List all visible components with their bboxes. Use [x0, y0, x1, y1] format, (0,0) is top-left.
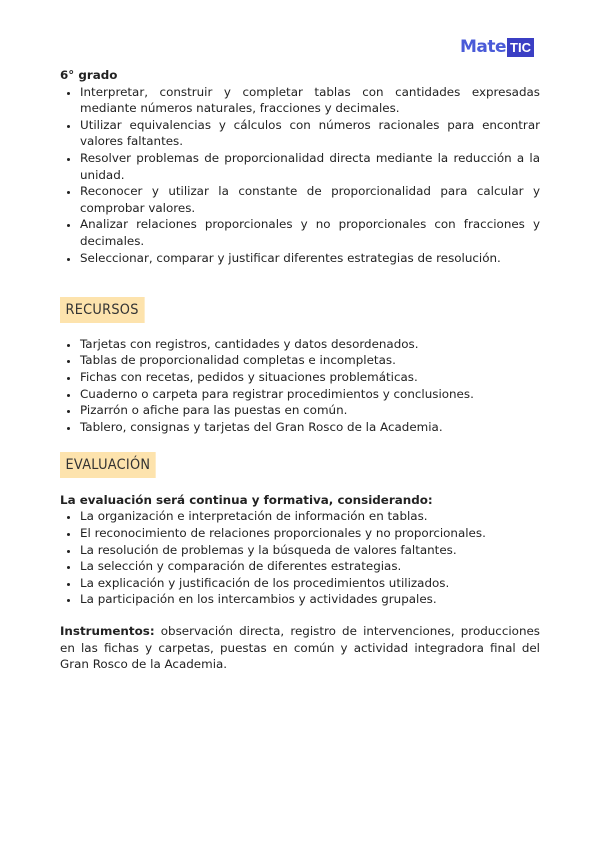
- matetic-logo: [460, 36, 534, 58]
- recursos-heading: RECURSOS: [60, 297, 144, 323]
- grade-title: 6° grado: [60, 68, 118, 82]
- list-item: • La explicación y justificación de los procedimientos utilizados.: [80, 575, 540, 592]
- document-body: [60, 67, 540, 673]
- evaluacion-lead: La evaluación será continua y formativa, considerando:: [60, 492, 433, 507]
- list-item: • Seleccionar, comparar y justificar diferentes estrategias de resolución.: [80, 250, 540, 267]
- list-item: • Tablas de proporcionalidad completas e incompletas.: [80, 352, 540, 369]
- evaluacion-list: [60, 508, 540, 608]
- list-item: • Cuaderno o carpeta para registrar procedimientos y conclusiones.: [80, 386, 540, 403]
- instrumentos-label: Instrumentos:: [60, 624, 155, 639]
- list-item: • Utilizar equivalencias y cálculos con números racionales para encontrar valores faltantes.: [80, 117, 540, 150]
- grade-objectives-list: [60, 84, 540, 267]
- evaluacion-heading: EVALUACIÓN: [60, 452, 156, 478]
- list-item: • Reconocer y utilizar la constante de proporcionalidad para calcular y comprobar valores.: [80, 183, 540, 216]
- list-item: • Resolver problemas de proporcionalidad directa mediante la reducción a la unidad.: [80, 150, 540, 183]
- list-item: • Fichas con recetas, pedidos y situaciones problemáticas.: [80, 369, 540, 386]
- list-item: • Interpretar, construir y completar tablas con cantidades expresadas mediante números naturales, fracciones y decimales.: [80, 84, 540, 117]
- logo-text-tic: TIC: [507, 38, 534, 57]
- instrumentos-text: observación directa, registro de intervenciones, producciones en las fichas y carpetas, puestas en común y actividad integradora final del Gran Rosco de la Academia.: [60, 624, 540, 672]
- logo-text-mate: Mate: [460, 37, 507, 57]
- list-item: • La resolución de problemas y la búsqueda de valores faltantes.: [80, 542, 540, 559]
- recursos-list: [60, 336, 540, 436]
- list-item: • La organización e interpretación de información en tablas.: [80, 508, 540, 525]
- list-item: • El reconocimiento de relaciones proporcionales y no proporcionales.: [80, 525, 540, 542]
- list-item: • La selección y comparación de diferentes estrategias.: [80, 558, 540, 575]
- instrumentos-paragraph: [60, 623, 540, 673]
- list-item: • Pizarrón o afiche para las puestas en común.: [80, 402, 540, 419]
- list-item: • Tablero, consignas y tarjetas del Gran Rosco de la Academia.: [80, 419, 540, 436]
- list-item: • La participación en los intercambios y actividades grupales.: [80, 591, 540, 608]
- list-item: • Tarjetas con registros, cantidades y datos desordenados.: [80, 336, 540, 353]
- list-item: • Analizar relaciones proporcionales y no proporcionales con fracciones y decimales.: [80, 216, 540, 249]
